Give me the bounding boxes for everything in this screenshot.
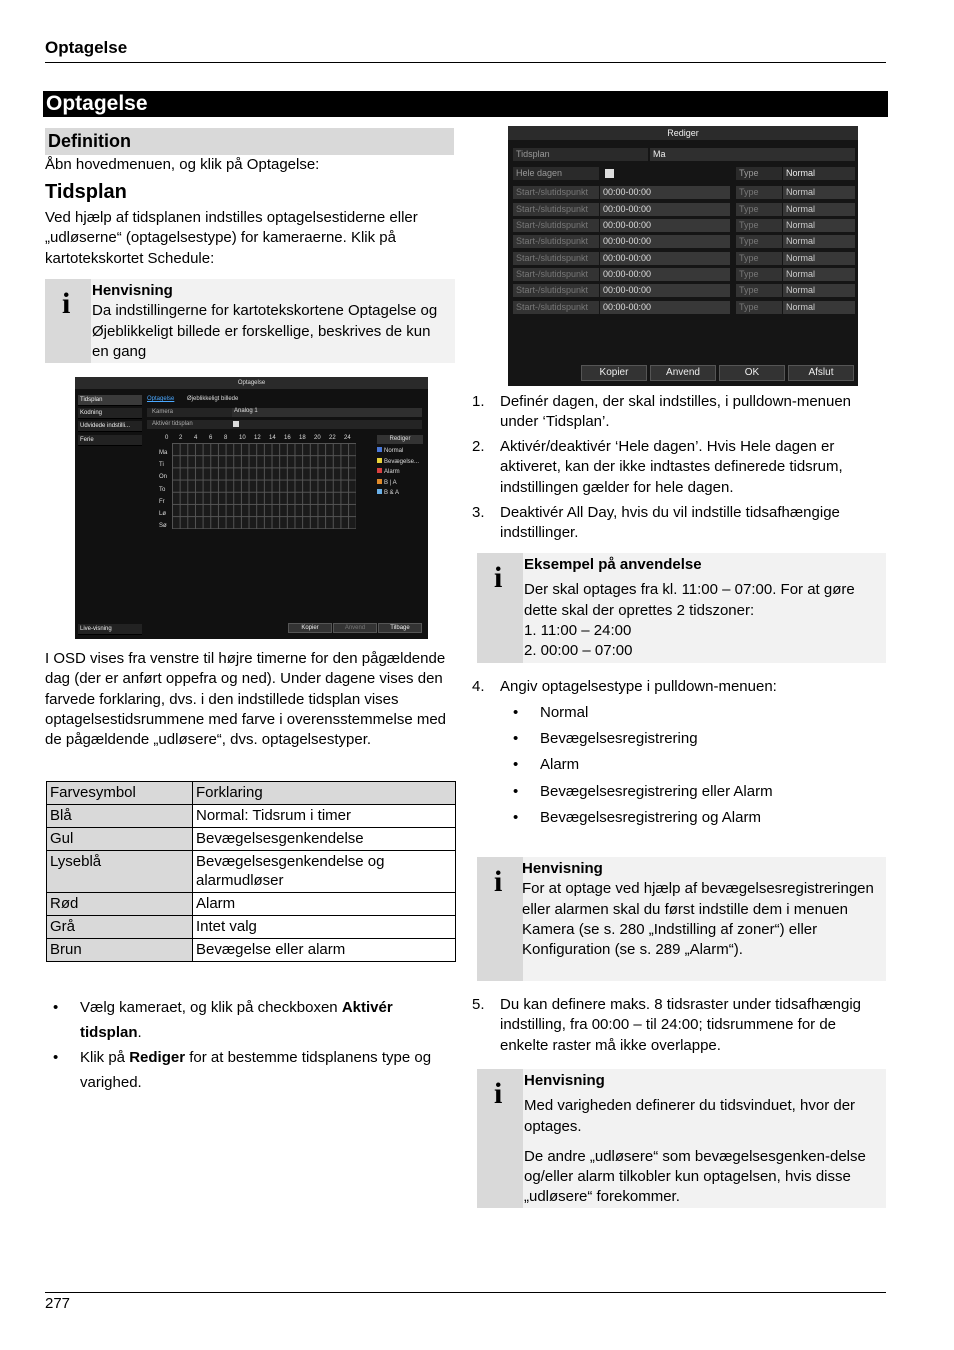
day-label: Ti — [159, 462, 164, 469]
note-title: Henvisning — [522, 860, 603, 877]
exit-button[interactable]: Afslut — [788, 365, 854, 381]
list-item: 3. Deaktivér All Day, hvis du vil indstille tidsafhængige indstillinger. — [472, 504, 840, 542]
note-title: Henvisning — [92, 282, 173, 299]
bullet-text: Vælg kameraet, og klik på checkboxen — [80, 999, 342, 1016]
tidsplan-label: Tidsplan — [513, 148, 648, 161]
period-type-label: Type — [736, 268, 782, 281]
activate-row — [147, 420, 422, 429]
hour-label: 22 — [329, 435, 336, 441]
menu-item-kodning[interactable]: Kodning — [78, 408, 142, 419]
apply-button[interactable]: Anvend — [333, 623, 377, 633]
day-axis — [159, 447, 169, 532]
period-label: Start-/slutidspunkt — [513, 268, 599, 281]
dialog-title: Rediger — [508, 126, 858, 140]
type-label: Type — [736, 167, 782, 180]
table-row — [47, 851, 456, 893]
tidsplan-select[interactable]: Ma — [650, 148, 855, 161]
tidsplan-heading: Tidsplan — [45, 181, 127, 203]
list-item: 4. Angiv optagelsestype i pulldown-menuen: — [472, 678, 777, 695]
table-header-row — [47, 782, 456, 805]
copy-button[interactable]: Kopier — [581, 365, 647, 381]
header-rule — [45, 62, 886, 63]
period-type-select[interactable]: Normal — [783, 219, 855, 232]
table-cell: Gul — [47, 828, 193, 851]
period-label: Start-/slutidspunkt — [513, 203, 599, 216]
note-paragraph: De andre „udløsere“ som bevægelsesgenken-delse og/eller alarm tilkobler kun optagelsen, hvis disse „udløsere“ forekommer. — [524, 1147, 866, 1206]
period-label: Start-/slutidspunkt — [513, 235, 599, 248]
day-label: To — [159, 486, 166, 493]
hele-dagen-checkbox[interactable] — [605, 169, 614, 178]
period-field[interactable]: 00:00-00:00 — [600, 284, 730, 297]
edit-dialog-screenshot — [508, 126, 858, 386]
tidsplan-paragraph: Ved hjælp af tidsplanen indstilles optagelsestiderne eller „udløserne“ (optagelsestype) for kameraerne. Klik på kartotekskortet Schedule: — [45, 209, 418, 267]
table-cell: Normal: Tidsrum i timer — [193, 805, 456, 828]
menu-item-udvidede[interactable]: Udvidede indstilli... — [78, 421, 142, 432]
hour-label: 0 — [165, 435, 169, 441]
period-label: Start-/slutidspunkt — [513, 252, 599, 265]
period-label: Start-/slutidspunkt — [513, 284, 599, 297]
step-text: Angiv optagelsestype i pulldown-menuen: — [500, 678, 777, 695]
bullet-text: Klik på — [80, 1049, 130, 1066]
hour-label: 8 — [224, 435, 228, 441]
note-box-2 — [477, 857, 886, 981]
hour-label: 16 — [284, 435, 291, 441]
menu-item-tidsplan[interactable]: Tidsplan — [78, 395, 142, 406]
table-cell: Grå — [47, 916, 193, 939]
example-box — [477, 553, 886, 663]
period-type-select[interactable]: Normal — [783, 252, 855, 265]
legend-label: Alarm — [384, 469, 400, 475]
period-field[interactable]: 00:00-00:00 — [600, 235, 730, 248]
list-item: • Normal — [505, 700, 885, 726]
note-body: For at optage ved hjælp af bevægelsesregistreringen eller alarmen skal du først indstille dem i menuen Kamera (se s. 280 „Indstilling af zoner“) eller Konfiguration (se s. 289 „Alarm“). — [522, 880, 874, 959]
list-item: • Bevægelsesregistrering — [505, 726, 885, 752]
list-item: • Bevægelsesregistrering og Alarm — [505, 805, 885, 831]
table-row — [47, 916, 456, 939]
edit-button[interactable]: Rediger — [377, 435, 423, 444]
note-body: Da indstillingerne for kartotekskortene Optagelse og Øjeblikkeligt billede er forskellige, beskrives de kun en gang — [92, 302, 438, 360]
table-cell: Alarm — [193, 893, 456, 916]
period-type-select[interactable]: Normal — [783, 284, 855, 297]
apply-button[interactable]: Anvend — [650, 365, 716, 381]
step-text: Definér dagen, der skal indstilles, i pulldown-menuen under ‘Tidsplan’. — [500, 393, 852, 431]
hour-axis — [165, 435, 365, 443]
period-field[interactable]: 00:00-00:00 — [600, 301, 730, 314]
note-paragraph: Med varigheden definerer du tidsvinduet, hvor der optages. — [524, 1097, 856, 1135]
left-bullet-list — [45, 995, 450, 1095]
back-button[interactable]: Tilbage — [378, 623, 422, 633]
bullet-bold: Rediger — [129, 1049, 186, 1066]
list-item: • Bevægelsesregistrering eller Alarm — [505, 779, 885, 805]
hour-label: 4 — [194, 435, 198, 441]
period-type-select[interactable]: Normal — [783, 186, 855, 199]
activate-label: Aktivér tidsplan — [152, 421, 193, 427]
legend-label: Bevægelse... — [384, 458, 420, 465]
period-type-label: Type — [736, 235, 782, 248]
info-icon: i — [477, 857, 523, 981]
step-text: Du kan definere maks. 8 tidsraster under tidsafhængig indstilling, fra 00:00 – til 24:00; tidsrummene for de enkelte raster må ikke overlappe. — [500, 996, 862, 1054]
live-view-button[interactable]: Live-visning — [78, 624, 142, 635]
note-box-3 — [477, 1069, 886, 1208]
table-cell: Bevægelse eller alarm — [193, 939, 456, 962]
hour-label: 14 — [269, 435, 276, 441]
hour-label: 10 — [239, 435, 246, 441]
table-cell: Bevægelsesgenkendelse — [193, 828, 456, 851]
table-row — [47, 828, 456, 851]
hour-label: 2 — [179, 435, 183, 441]
running-header: Optagelse — [45, 38, 128, 57]
ok-button[interactable]: OK — [719, 365, 785, 381]
legend-swatch — [377, 479, 382, 484]
legend-label: B | A — [384, 479, 397, 486]
example-line: 1. 11:00 – 24:00 — [524, 621, 632, 639]
period-type-select[interactable]: Normal — [783, 235, 855, 248]
period-field[interactable]: 00:00-00:00 — [600, 186, 730, 199]
day-label: Sø — [159, 523, 167, 530]
note-box-1 — [45, 279, 455, 363]
table-row — [47, 893, 456, 916]
page-number: 277 — [45, 1295, 71, 1312]
camera-row — [147, 408, 422, 417]
info-icon: i — [45, 279, 91, 363]
period-field[interactable]: 00:00-00:00 — [600, 203, 730, 216]
legend-item — [377, 446, 427, 457]
day-label: Ma — [159, 450, 168, 456]
step-text: Aktivér/deaktivér ‘Hele dagen’. Hvis Hele dagen er aktiveret, kan der ikke indtastes definerede tidsrum, indstillingen gælder for hele dagen. — [500, 438, 843, 496]
period-type-select[interactable]: Normal — [783, 268, 855, 281]
hour-label: 12 — [254, 435, 261, 441]
table-cell: Bevægelsesgenkendelse og alarmudløser — [193, 851, 456, 893]
type-list — [505, 700, 885, 831]
legend-item — [377, 457, 427, 468]
activate-checkbox[interactable] — [233, 421, 239, 427]
list-item: • Alarm — [505, 752, 885, 778]
type-select[interactable]: Normal — [783, 167, 855, 180]
color-legend-table — [46, 781, 456, 962]
camera-label: Kamera — [152, 409, 174, 415]
table-cell: Blå — [47, 805, 193, 828]
table-cell: Rød — [47, 893, 193, 916]
table-row — [47, 805, 456, 828]
definition-heading: Definition — [45, 128, 454, 155]
bullet-bold: Aktivér tidsplan — [80, 999, 393, 1041]
period-type-label: Type — [736, 301, 782, 314]
tab-optagelse[interactable]: Optagelse — [147, 396, 175, 402]
period-label: Start-/slutidspunkt — [513, 219, 599, 232]
table-cell: Intet valg — [193, 916, 456, 939]
legend-item — [377, 467, 427, 478]
period-type-label: Type — [736, 186, 782, 199]
hele-dagen-label: Hele dagen — [513, 167, 599, 180]
period-type-select[interactable]: Normal — [783, 203, 855, 216]
hour-label: 18 — [299, 435, 306, 441]
table-row — [47, 939, 456, 962]
legend-label: Normal — [384, 448, 404, 454]
list-item: 1. Definér dagen, der skal indstilles, i pulldown-menuen under ‘Tidsplan’. — [472, 393, 852, 431]
step-text: Deaktivér All Day, hvis du vil indstille tidsafhængige indstillinger. — [500, 504, 840, 542]
legend-swatch — [377, 447, 382, 452]
period-label: Start-/slutidspunkt — [513, 186, 599, 199]
footer-rule — [45, 1292, 886, 1293]
period-field[interactable]: 00:00-00:00 — [600, 252, 730, 265]
legend-label: B & A — [384, 490, 400, 496]
legend-item — [377, 488, 427, 499]
copy-button[interactable]: Kopier — [288, 623, 332, 633]
schedule-grid[interactable] — [172, 443, 356, 529]
list-item: 2. Aktivér/deaktivér ‘Hele dagen’. Hvis Hele dagen er aktiveret, kan der ikke indtastes definerede tidsrum, indstillingen gælder for hele dagen. — [472, 438, 843, 496]
list-item: 5. Du kan definere maks. 8 tidsraster under tidsafhængig indstilling, fra 00:00 – til 24:00; tidsrummene for de enkelte raster må ikke overlappe. — [472, 996, 862, 1054]
list-item — [45, 1045, 450, 1095]
table-header-cell: Forklaring — [193, 782, 456, 805]
example-line: 2. 00:00 – 07:00 — [524, 642, 633, 660]
camera-select[interactable]: Analog 1 — [232, 408, 422, 417]
period-type-label: Type — [736, 219, 782, 232]
table-header-cell: Farvesymbol — [47, 782, 193, 805]
example-title: Eksempel på anvendelse — [524, 556, 702, 573]
bullet-text: . — [137, 1024, 142, 1041]
day-label: Fr — [159, 498, 165, 505]
list-item — [45, 995, 450, 1045]
period-label: Start-/slutidspunkt — [513, 301, 599, 314]
schedule-screenshot — [75, 377, 428, 639]
table-cell: Brun — [47, 939, 193, 962]
hour-label: 20 — [314, 435, 321, 441]
period-field[interactable]: 00:00-00:00 — [600, 219, 730, 232]
legend-swatch — [377, 489, 382, 494]
period-type-label: Type — [736, 252, 782, 265]
period-type-select[interactable]: Normal — [783, 301, 855, 314]
hour-label: 6 — [209, 435, 213, 441]
day-label: Lø — [159, 511, 167, 518]
table-cell: Lyseblå — [47, 851, 193, 893]
osd-paragraph: I OSD vises fra venstre til højre timerne for den pågældende dag (der er anført oppefra og ned). Under dagene vises den farvede forklaring, dvs. i den indstillede tidsplan vises optagelsestidsrummene med farve i overensstemmelse med de pågældende „udløsere“, dvs. optagelsestyper. — [45, 650, 447, 749]
period-type-label: Type — [736, 203, 782, 216]
example-body: Der skal optages fra kl. 11:00 – 07:00. For at gøre dette skal der oprettes 2 tidszoner: — [524, 581, 855, 619]
note-title: Henvisning — [524, 1072, 605, 1089]
day-label: On — [159, 474, 168, 481]
tab-snapshot[interactable]: Øjeblikkeligt billede — [187, 396, 239, 402]
legend-swatch — [377, 458, 382, 463]
legend-swatch — [377, 468, 382, 473]
legend-item — [377, 478, 427, 489]
info-icon: i — [477, 1069, 523, 1208]
period-type-label: Type — [736, 284, 782, 297]
screen-title: Optagelse — [75, 377, 428, 389]
menu-item-ferie[interactable]: Ferie — [78, 435, 142, 446]
period-field[interactable]: 00:00-00:00 — [600, 268, 730, 281]
section-title: Optagelse — [43, 91, 888, 117]
bullet-text: for at bestemme tidsplanens type og varighed. — [80, 1049, 432, 1091]
legend — [377, 446, 427, 499]
hour-label: 24 — [344, 435, 351, 441]
info-icon: i — [477, 553, 523, 663]
definition-intro: Åbn hovedmenuen, og klik på Optagelse: — [45, 156, 320, 173]
